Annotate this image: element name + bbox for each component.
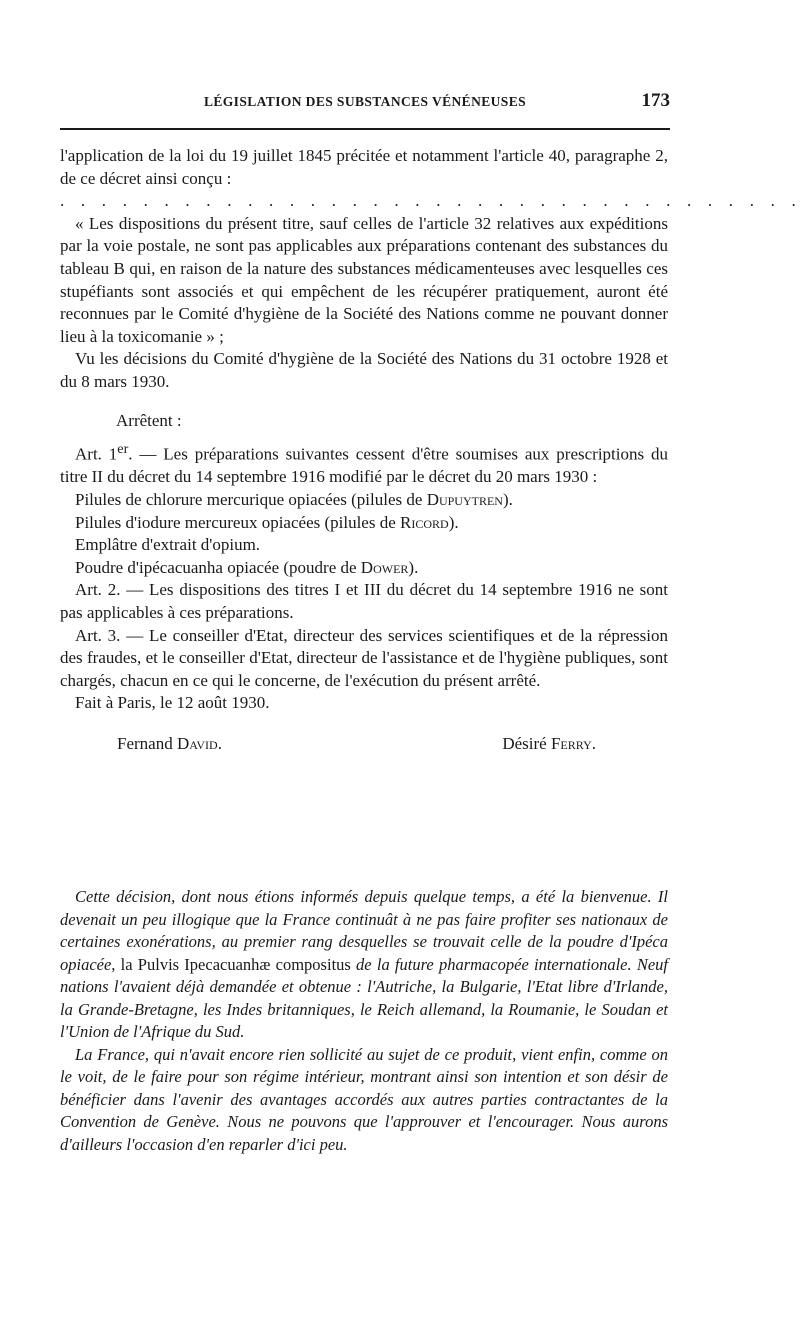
item-1-text: Pilules de chlorure mercurique opiacées (pilules de bbox=[75, 489, 427, 509]
page-header bbox=[60, 90, 670, 120]
header-rule bbox=[60, 128, 670, 130]
ellipsis-dots: . . . . . . . . . . . . . . . . . . . . . . . . . . . . . . . . . . . . bbox=[60, 191, 802, 211]
comment-paragraph-1 bbox=[60, 886, 668, 1044]
article-1-text: . — Les préparations suivantes cessent d'être soumises aux prescriptions du titre II du décret du 14 septembre 1916 modifié par le décret du 20 mars 1930 : bbox=[60, 444, 668, 487]
comment-paragraph-2: La France, qui n'avait encore rien sollicité au sujet de ce produit, vient enfin, comme on le voit, de le faire pour son régime intérieur, montrant ainsi son intention et son désir de bénéficier dans l'avenir des avantages accordés aux autres parties contractantes de la Convention de Genève. Nous ne pouvons que l'approuver et l'encourager. Nous aurons d'ailleurs l'occasion d'en reparler d'ici peu. bbox=[60, 1044, 668, 1154]
signature-ferry bbox=[502, 733, 596, 756]
article-1-label: Art. 1 bbox=[75, 444, 118, 464]
signature-david-end: . bbox=[217, 733, 222, 753]
item-2-end: ). bbox=[448, 512, 459, 532]
editorial-comment bbox=[60, 886, 668, 1156]
signature-ferry-first: Désiré bbox=[502, 733, 551, 753]
quoted-article: « Les dispositions du présent titre, sauf celles de l'article 32 relatives aux expéditions par la voie postale, ne sont pas applicables aux préparations contenant des substances du tableau B qui, en raison de la nature des substances médicamenteuses avec lesquelles ces stupéfiants sont associés et qui empêchent de les récupérer pratiquement, auront été reconnues par le Comité d'hygiène de la Société des Nations comme ne pouvant donner lieu à la toxicomanie » ; bbox=[60, 213, 668, 346]
preparation-item-4 bbox=[60, 557, 668, 580]
item-1-name: Dupuytren bbox=[426, 489, 503, 509]
vu-paragraph: Vu les décisions du Comité d'hygiène de la Société des Nations du 31 octobre 1928 et du 8 mars 1930. bbox=[60, 349, 668, 391]
item-2-name: Ricord bbox=[400, 512, 449, 532]
article-1-superscript: er bbox=[117, 441, 129, 458]
item-4-text: Poudre d'ipécacuanha opiacée (poudre de bbox=[75, 557, 361, 577]
comment-1-upright: la Pulvis Ipecacuanhæ compositus bbox=[120, 954, 351, 974]
article-3: Art. 3. — Le conseiller d'Etat, directeur des services scientifiques et de la répression des fraudes, et le conseiller d'Etat, directeur de l'assistance et de l'hygiène publiques, sont chargés, chacun en ce qui le concerne, de l'exécution du présent arrêté. bbox=[60, 625, 668, 690]
preparation-item-3: Emplâtre d'extrait d'opium. bbox=[75, 535, 261, 555]
item-4-name: Dower bbox=[360, 557, 409, 577]
signature-ferry-last: Ferry bbox=[550, 733, 592, 753]
preparation-item-1 bbox=[60, 489, 668, 512]
arretent-heading: Arrêtent : bbox=[116, 410, 182, 430]
signature-david-last: David bbox=[176, 733, 218, 753]
item-4-end: ). bbox=[408, 557, 419, 577]
article-1 bbox=[60, 438, 668, 489]
item-1-end: ). bbox=[502, 489, 513, 509]
item-2-text: Pilules d'iodure mercureux opiacées (pilules de bbox=[75, 512, 401, 532]
comment-1-text-a: Cette décision, dont nous étions informés depuis quelque temps, a été la bienvenue. Il devenait un peu illogique que la France continuât à ne pas faire profiter ses nationaux de certaines exonérations, au premier rang desquelles se trouvait celle de la poudre d'Ipéca opiacée, bbox=[60, 887, 668, 974]
signatures bbox=[60, 733, 668, 756]
signature-ferry-end: . bbox=[591, 733, 596, 753]
comment-1-text-b: de la future pharmacopée internationale. Neuf nations l'avaient déjà demandée et obtenue : l'Autriche, la Bulgarie, l'Etat libre d'Irlande, la Grande-Bretagne, les Indes britanniques, le Reich allemand, la Roumanie, le Soudan et l'Union de l'Afrique du Sud. bbox=[60, 954, 668, 1041]
signature-david-first: Fernand bbox=[117, 733, 177, 753]
signature-david bbox=[117, 733, 222, 756]
intro-paragraph: l'application de la loi du 19 juillet 1845 précitée et notamment l'article 40, paragraphe 2, de ce décret ainsi conçu : bbox=[60, 146, 668, 188]
running-title: LÉGISLATION DES SUBSTANCES VÉNÉNEUSES bbox=[203, 94, 527, 109]
article-2: Art. 2. — Les dispositions des titres I et III du décret du 14 septembre 1916 ne sont pas applicables à ces préparations. bbox=[60, 580, 668, 622]
page-number: 173 bbox=[641, 90, 670, 111]
decree-text bbox=[60, 145, 802, 756]
fait-a-paris: Fait à Paris, le 12 août 1930. bbox=[75, 693, 270, 713]
preparation-item-2 bbox=[60, 512, 668, 535]
